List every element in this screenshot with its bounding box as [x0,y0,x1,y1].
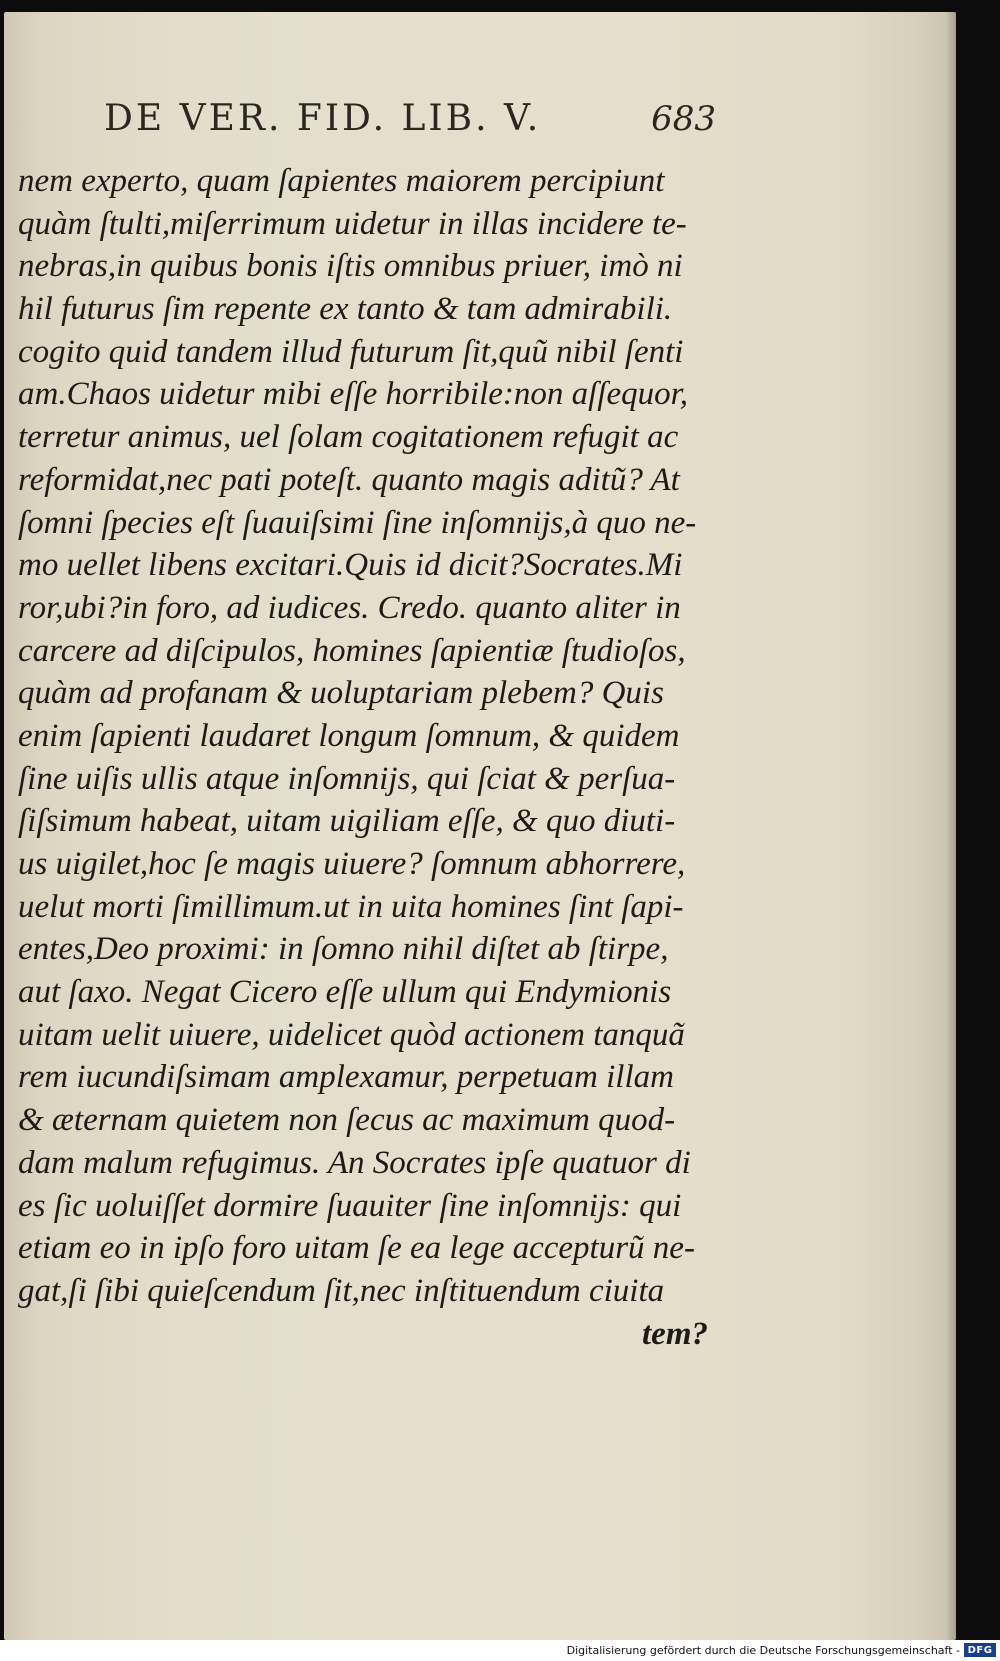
text-line: nem experto, quam ſapientes maiorem percipiunt [18,163,665,199]
text-line: ſomni ſpecies eſt ſuauiſsimi ſine inſomnijs,à quo ne- [18,504,697,541]
text-line: uelut morti ſimillimum.ut in uita homines ſint ſapi- [18,888,684,925]
text-line: quàm ſtulti,miſerrimum uidetur in illas incidere te- [18,205,687,242]
text-line: etiam eo in ipſo foro uitam ſe ea lege accepturũ ne- [18,1230,695,1267]
funding-credit: Digitalisierung gefördert durch die Deutsche Forschungsgemeinschaft - [566,1644,960,1657]
text-line: us uigilet,hoc ſe magis uiuere? ſomnum abhorrere, [18,846,686,882]
text-line: reformidat,nec pati poteſt. quanto magis aditũ? At [18,461,680,498]
page-edge-shadow [946,12,956,1640]
text-line: & æternam quietem non ſecus ac maximum quod- [18,1102,676,1139]
text-line: ſiſsimum habeat, uitam uigiliam eſſe, & quo diuti- [18,803,676,840]
text-line: ſine uiſis ullis atque inſomnijs, qui ſciat & perſua- [18,760,676,797]
text-line: ror,ubi?in foro, ad iudices. Credo. quanto aliter in [18,589,681,626]
text-line: uitam uelit uiuere, uidelicet quòd actionem tanquã [18,1016,685,1053]
running-title: DE VER. FID. LIB. V. [104,98,542,139]
dfg-logo: DFG [964,1643,996,1657]
text-line: quàm ad profanam & uoluptariam plebem? Quis [18,675,664,712]
text-line: dam malum refugimus. An Socrates ipſe quatuor di [18,1144,691,1181]
text-line: cogito quid tandem illud futurum ſit,quũ nibil ſenti [18,333,684,370]
text-line: entes,Deo proximi: in ſomno nihil diſtet ab ſtirpe, [18,931,669,968]
text-line: gat,ſi ſibi quieſcendum ſit,nec inſtituendum ciuita [18,1272,665,1309]
text-line: am.Chaos uidetur mibi eſſe horribile:non aſſequor, [18,376,689,413]
text-line: rem iucundiſsimam amplexamur, perpetuam illam [18,1059,674,1096]
page-number: 683 [651,99,716,139]
text-line: carcere ad diſcipulos, homines ſapientiæ ſtudioſos, [18,632,686,669]
catchword: tem? [642,1315,708,1352]
text-line: aut ſaxo. Negat Cicero eſſe ullum qui Endymionis [18,974,672,1011]
text-line: mo uellet libens excitari.Quis id dicit?Socrates.Mi [18,547,683,584]
text-block [18,160,718,1355]
text-line: terretur animus, uel ſolam cogitationem refugit ac [18,419,679,456]
text-line: nebras,in quibus bonis iſtis omnibus priuer, imò ni [18,248,683,285]
text-line: hil futurus ſim repente ex tanto & tam admirabili. [18,291,673,328]
running-header [104,98,716,139]
text-line: enim ſapienti laudaret longum ſomnum, & quidem [18,717,680,754]
text-line: es ſic uoluiſſet dormire ſuauiter ſine inſomnijs: qui [18,1187,682,1224]
